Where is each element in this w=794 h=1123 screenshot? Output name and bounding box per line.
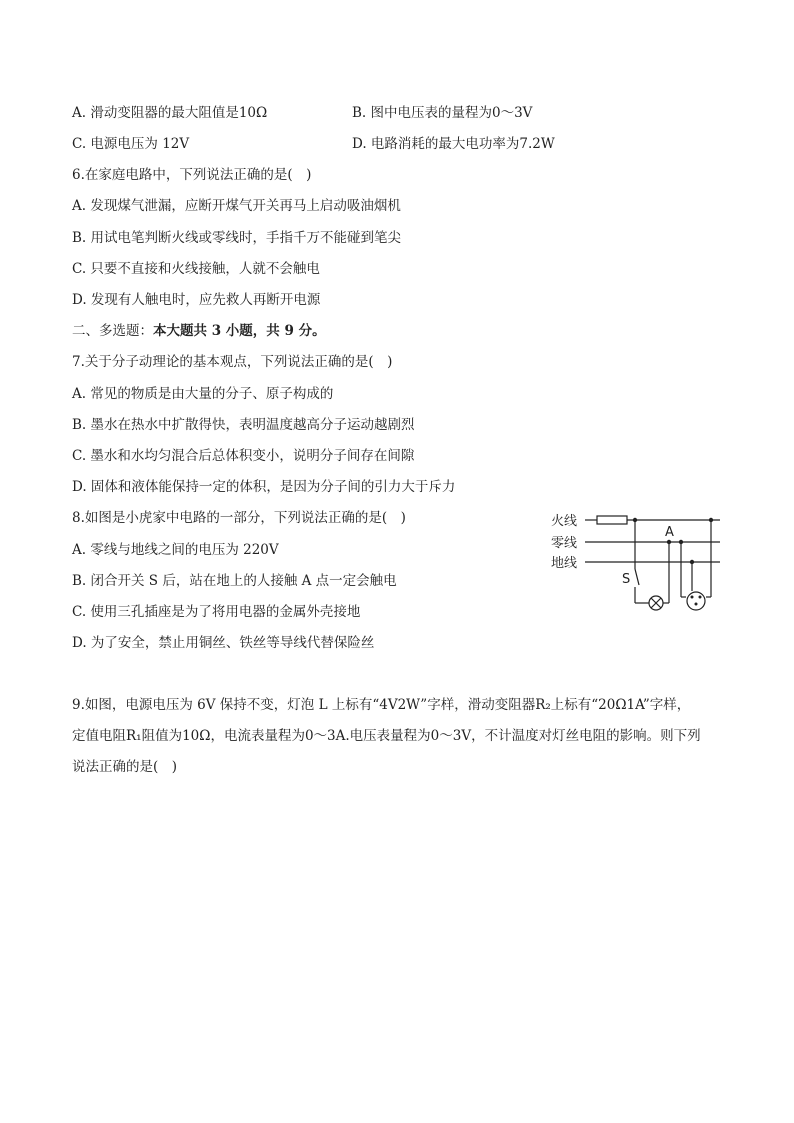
- q8-stem: 8.如图是小虎家中电路的一部分，下列说法正确的是( ): [72, 510, 406, 526]
- q6-option-a: A. 发现煤气泄漏，应断开煤气开关再马上启动吸油烟机: [72, 198, 401, 214]
- q7-option-d: D. 固体和液体能保持一定的体积，是因为分子间的引力大于斥力: [72, 479, 456, 495]
- label-ground-wire: 地线: [551, 556, 578, 571]
- q7-option-c: C. 墨水和水均匀混合后总体积变小，说明分子间存在间隙: [72, 448, 415, 464]
- junction-dot: [709, 518, 713, 522]
- section-prefix: 二、多选题：: [72, 323, 153, 339]
- q5-option-c: C. 电源电压为 12V: [72, 136, 190, 152]
- q6-option-c: C. 只要不直接和火线接触，人就不会触电: [72, 261, 320, 277]
- section-detail: 本大题共 3 小题，共 9 分。: [153, 323, 326, 339]
- q7-option-b: B. 墨水在热水中扩散得快，表明温度越高分子运动越剧烈: [72, 417, 415, 433]
- label-switch-s: S: [622, 572, 631, 587]
- q5-option-b: B. 图中电压表的量程为0～3V: [352, 105, 533, 121]
- q5-option-a: A. 滑动变阻器的最大阻值是10Ω: [72, 105, 268, 121]
- q6-stem: 6.在家庭电路中，下列说法正确的是( ): [72, 167, 312, 183]
- label-point-a: A: [665, 525, 674, 540]
- socket-pin-top: [691, 596, 694, 599]
- q6-option-b: B. 用试电笔判断火线或零线时，手指千万不能碰到笔尖: [72, 230, 402, 246]
- q9-line-2: 定值电阻R₁阻值为10Ω，电流表量程为0～3A.电压表量程为0～3V，不计温度对灯丝电阻的影响。则下列: [72, 728, 701, 744]
- label-neutral-wire: 零线: [551, 536, 578, 551]
- junction-dot: [667, 540, 671, 544]
- junction-dot: [633, 518, 637, 522]
- q9-line-1: 9.如图，电源电压为 6V 保持不变，灯泡 L 上标有“4V2W”字样，滑动变阻器R₂上标有“20Ω1A”字样，: [72, 697, 691, 713]
- socket-pin-bottom: [695, 603, 698, 606]
- q8-option-c: C. 使用三孔插座是为了将用电器的金属外壳接地: [72, 604, 361, 620]
- fuse-icon: [597, 516, 627, 524]
- junction-dot: [690, 560, 694, 564]
- q6-option-d: D. 发现有人触电时，应先救人再断开电源: [72, 292, 321, 308]
- three-pin-socket-icon: [687, 592, 705, 610]
- q8-option-b: B. 闭合开关 S 后，站在地上的人接触 A 点一定会触电: [72, 573, 397, 589]
- household-circuit-diagram: [545, 505, 730, 617]
- q9-stem: [72, 690, 732, 783]
- q7-option-a: A. 常见的物质是由大量的分子、原子构成的: [72, 386, 334, 402]
- q8-option-d: D. 为了安全，禁止用铜丝、铁丝等导线代替保险丝: [72, 635, 375, 651]
- q7-stem: 7.关于分子动理论的基本观点，下列说法正确的是( ): [72, 354, 393, 370]
- socket-pin-right: [699, 596, 702, 599]
- q9-line-3: 说法正确的是( ): [72, 759, 178, 775]
- q8-option-a: A. 零线与地线之间的电压为 220V: [72, 542, 279, 558]
- junction-dot: [679, 540, 683, 544]
- switch-s-icon: [635, 569, 639, 585]
- q5-option-d: D. 电路消耗的最大电功率为7.2W: [352, 136, 555, 152]
- section-heading: [72, 321, 326, 341]
- label-live-wire: 火线: [551, 514, 578, 529]
